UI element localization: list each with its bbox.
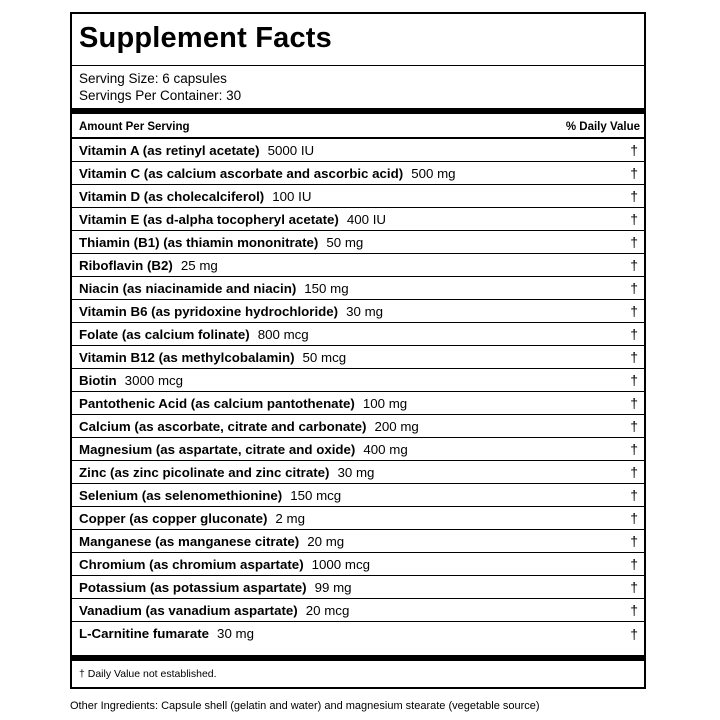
nutrient-amount: 50 mcg (302, 349, 347, 365)
nutrient-name: Vitamin E (as d-alpha tocopheryl acetate) (79, 211, 339, 227)
daily-value: † (630, 556, 638, 572)
nutrient-row (72, 530, 644, 553)
nutrient-cell (79, 143, 314, 158)
nutrient-amount: 20 mg (307, 533, 345, 549)
nutrient-cell (79, 281, 349, 296)
nutrient-row (72, 484, 644, 507)
nutrient-name: Manganese (as manganese citrate) (79, 533, 300, 549)
nutrient-name: Vitamin B6 (as pyridoxine hydrochloride) (79, 303, 339, 319)
nutrient-cell (79, 189, 311, 204)
nutrient-amount: 50 mg (326, 234, 364, 250)
daily-value: † (630, 533, 638, 549)
nutrient-cell (79, 557, 370, 572)
daily-value-header: % Daily Value (565, 121, 640, 133)
daily-value: † (630, 625, 638, 642)
nutrient-cell (79, 488, 341, 503)
serving-info (72, 66, 644, 104)
daily-value: † (630, 165, 638, 181)
daily-value: † (630, 464, 638, 480)
nutrient-row (72, 438, 644, 461)
nutrient-amount: 99 mg (314, 579, 352, 595)
nutrient-name: Folate (as calcium folinate) (79, 326, 250, 342)
daily-value: † (630, 280, 638, 296)
nutrient-row (72, 300, 644, 323)
nutrient-cell (79, 419, 419, 434)
daily-value: † (630, 188, 638, 204)
nutrient-name: Selenium (as selenomethionine) (79, 487, 283, 503)
nutrient-cell (79, 373, 183, 388)
other-ingredients: Other Ingredients: Capsule shell (gelatin and water) and magnesium stearate (vegetable source) (70, 700, 540, 712)
nutrient-row (72, 185, 644, 208)
amount-per-serving-header: Amount Per Serving (79, 121, 190, 133)
nutrient-name: Vanadium (as vanadium aspartate) (79, 602, 298, 618)
daily-value: † (630, 487, 638, 503)
nutrient-name: L-Carnitine fumarate (79, 626, 210, 641)
nutrient-cell (79, 442, 408, 457)
nutrient-name: Vitamin B12 (as methylcobalamin) (79, 349, 295, 365)
nutrient-name: Vitamin A (as retinyl acetate) (79, 142, 260, 158)
supplement-facts-panel (70, 12, 646, 689)
daily-value: † (630, 372, 638, 388)
nutrient-cell (79, 396, 407, 411)
nutrient-amount: 1000 mcg (311, 556, 371, 572)
nutrient-list (72, 139, 644, 645)
nutrient-cell (79, 304, 383, 319)
nutrient-name: Magnesium (as aspartate, citrate and oxide) (79, 441, 356, 457)
panel-title: Supplement Facts (79, 22, 332, 54)
nutrient-cell (79, 465, 374, 480)
footnote: † Daily Value not established. (79, 668, 217, 680)
nutrient-name: Pantothenic Acid (as calcium pantothenate) (79, 395, 355, 411)
nutrient-amount: 3000 mcg (124, 372, 184, 388)
nutrient-row (72, 415, 644, 438)
serving-size: Serving Size: 6 capsules (79, 71, 227, 86)
daily-value: † (630, 349, 638, 365)
nutrient-name: Biotin (79, 372, 117, 388)
nutrient-amount: 20 mcg (305, 602, 350, 618)
servings-per-container: Servings Per Container: 30 (79, 88, 242, 103)
nutrient-amount: 25 mg (180, 257, 218, 273)
nutrient-row (72, 162, 644, 185)
daily-value: † (630, 395, 638, 411)
nutrient-cell (79, 534, 344, 549)
daily-value: † (630, 418, 638, 434)
nutrient-row (72, 254, 644, 277)
nutrient-name: Calcium (as ascorbate, citrate and carbonate) (79, 418, 367, 434)
daily-value: † (630, 142, 638, 158)
nutrient-cell (79, 350, 346, 365)
nutrient-row (72, 461, 644, 484)
nutrient-amount: 400 mg (363, 441, 408, 457)
nutrient-amount: 2 mg (275, 510, 305, 526)
nutrient-cell (79, 212, 386, 227)
nutrient-row (72, 507, 644, 530)
nutrient-amount: 150 mg (304, 280, 349, 296)
nutrient-row (72, 277, 644, 300)
nutrient-cell (79, 327, 309, 342)
nutrient-name: Zinc (as zinc picolinate and zinc citrate) (79, 464, 330, 480)
daily-value: † (630, 602, 638, 618)
nutrient-amount: 100 IU (272, 188, 312, 204)
nutrient-row (72, 231, 644, 254)
daily-value: † (630, 257, 638, 273)
daily-value: † (630, 326, 638, 342)
nutrient-row (72, 392, 644, 415)
nutrient-cell (79, 580, 352, 595)
daily-value: † (630, 579, 638, 595)
nutrient-row (72, 622, 644, 645)
nutrient-amount: 30 mg (337, 464, 375, 480)
nutrient-row (72, 323, 644, 346)
thick-divider (72, 108, 644, 114)
nutrient-row (72, 369, 644, 392)
nutrient-amount: 400 IU (346, 211, 387, 227)
nutrient-amount: 100 mg (362, 395, 408, 411)
nutrient-amount: 30 mg (346, 303, 384, 319)
daily-value: † (630, 303, 638, 319)
nutrient-name: Potassium (as potassium aspartate) (79, 579, 307, 595)
daily-value: † (630, 234, 638, 250)
nutrient-amount: 800 mcg (257, 326, 309, 342)
nutrient-cell (79, 626, 254, 641)
nutrient-name: Chromium (as chromium aspartate) (79, 556, 304, 572)
nutrient-row (72, 553, 644, 576)
nutrient-row (72, 599, 644, 622)
nutrient-name: Riboflavin (B2) (79, 257, 173, 273)
nutrient-name: Vitamin D (as cholecalciferol) (79, 188, 265, 204)
nutrient-name: Vitamin C (as calcium ascorbate and ascorbic acid) (79, 165, 404, 181)
nutrient-name: Niacin (as niacinamide and niacin) (79, 280, 297, 296)
nutrient-row (72, 576, 644, 599)
daily-value: † (630, 510, 638, 526)
nutrient-row (72, 139, 644, 162)
column-header-row (72, 117, 644, 139)
nutrient-row (72, 346, 644, 369)
nutrient-amount: 30 mg (217, 626, 255, 641)
nutrient-amount: 200 mg (374, 418, 419, 434)
nutrient-cell (79, 603, 349, 618)
nutrient-name: Thiamin (B1) (as thiamin mononitrate) (79, 234, 319, 250)
nutrient-cell (79, 235, 363, 250)
nutrient-cell (79, 258, 218, 273)
nutrient-name: Copper (as copper gluconate) (79, 510, 268, 526)
daily-value: † (630, 211, 638, 227)
nutrient-cell (79, 166, 456, 181)
nutrient-cell (79, 511, 305, 526)
nutrient-amount: 150 mcg (290, 487, 342, 503)
nutrient-row (72, 208, 644, 231)
nutrient-amount: 5000 IU (267, 142, 315, 158)
nutrient-amount: 500 mg (411, 165, 456, 181)
daily-value: † (630, 441, 638, 457)
